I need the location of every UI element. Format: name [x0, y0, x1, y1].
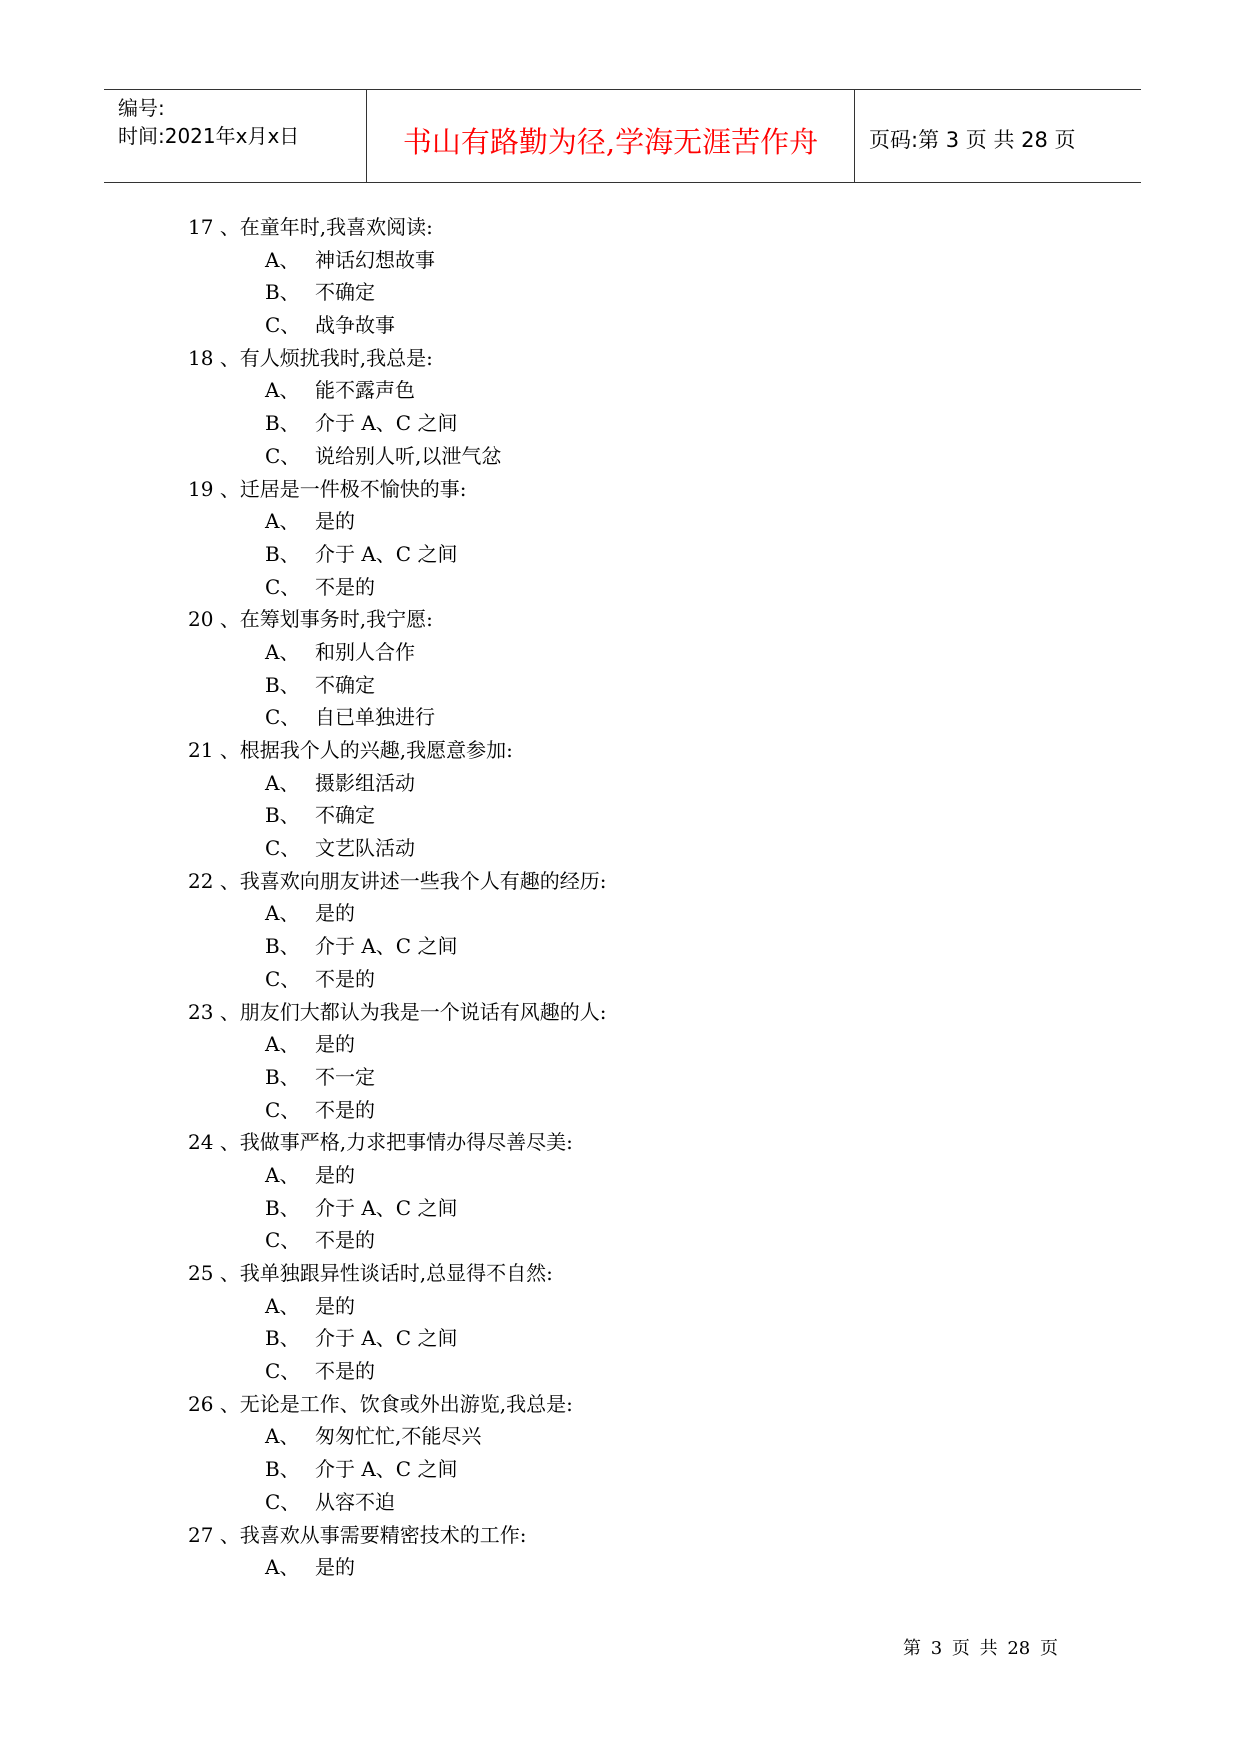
answer-option — [0, 1551, 1241, 1584]
option-label: C、 — [265, 313, 301, 338]
option-label: B、 — [265, 803, 300, 828]
header-motto: 书山有路勤为径,学海无涯苦作舟 — [402, 125, 819, 159]
answer-option — [0, 309, 1241, 342]
answer-option — [0, 407, 1241, 440]
answer-option — [0, 505, 1241, 538]
page-footer: 第 3 页 共 28 页 — [903, 1638, 1058, 1659]
answer-option — [0, 701, 1241, 734]
option-text: 从容不迫 — [315, 1489, 395, 1514]
question-number: 20 — [188, 607, 214, 632]
answer-option — [0, 276, 1241, 309]
answer-option — [0, 244, 1241, 277]
page-header — [104, 89, 1141, 183]
question-item — [0, 996, 1241, 1029]
question-text: 、我喜欢从事需要精密技术的工作: — [219, 1522, 527, 1547]
option-text: 是的 — [315, 1162, 355, 1187]
answer-option — [0, 374, 1241, 407]
question-item — [0, 603, 1241, 636]
option-label: A、 — [265, 770, 300, 795]
option-label: C、 — [265, 443, 301, 468]
answer-option — [0, 538, 1241, 571]
option-text: 不是的 — [315, 574, 375, 599]
option-label: A、 — [265, 1555, 300, 1580]
header-right-cell — [855, 90, 1141, 182]
question-number: 19 — [188, 476, 214, 501]
option-text: 是的 — [315, 901, 355, 926]
option-text: 不一定 — [315, 1064, 375, 1089]
option-text: 不是的 — [315, 1228, 375, 1253]
option-label: B、 — [265, 1457, 300, 1482]
question-item — [0, 1257, 1241, 1290]
question-number: 18 — [188, 345, 214, 370]
option-text: 自已单独进行 — [315, 705, 435, 730]
answer-option — [0, 767, 1241, 800]
option-text: 不确定 — [315, 280, 375, 305]
question-item — [0, 865, 1241, 898]
answer-option — [0, 1028, 1241, 1061]
option-text: 介于 A、C 之间 — [315, 934, 458, 959]
answer-option — [0, 832, 1241, 865]
question-text: 、有人烦扰我时,我总是: — [219, 345, 433, 370]
header-page-code: 页码:第 3 页 共 28 页 — [869, 128, 1076, 152]
option-label: C、 — [265, 1489, 301, 1514]
answer-option — [0, 1453, 1241, 1486]
question-text: 、我喜欢向朋友讲述一些我个人有趣的经历: — [219, 868, 607, 893]
question-number: 22 — [188, 868, 214, 893]
option-label: A、 — [265, 247, 300, 272]
answer-option — [0, 897, 1241, 930]
question-number: 23 — [188, 999, 214, 1024]
question-number: 24 — [188, 1130, 214, 1155]
option-text: 不是的 — [315, 1359, 375, 1384]
question-text: 、在筹划事务时,我宁愿: — [219, 607, 433, 632]
answer-option — [0, 571, 1241, 604]
question-text: 、根据我个人的兴趣,我愿意参加: — [219, 738, 513, 762]
option-label: C、 — [265, 705, 301, 730]
question-text: 、我单独跟异性谈话时,总显得不自然: — [219, 1261, 553, 1285]
option-text: 介于 A、C 之间 — [315, 541, 458, 566]
answer-option — [0, 1486, 1241, 1519]
option-label: B、 — [265, 1326, 300, 1351]
option-label: C、 — [265, 574, 301, 599]
answer-option — [0, 1322, 1241, 1355]
question-item — [0, 211, 1241, 244]
option-text: 介于 A、C 之间 — [315, 1326, 458, 1351]
option-label: A、 — [265, 1293, 300, 1318]
question-text: 、朋友们大都认为我是一个说话有风趣的人: — [219, 999, 607, 1024]
question-number: 25 — [188, 1261, 214, 1285]
option-label: A、 — [265, 509, 300, 534]
answer-option — [0, 1290, 1241, 1323]
option-text: 战争故事 — [315, 313, 395, 338]
option-text: 是的 — [315, 1555, 355, 1580]
answer-option — [0, 1420, 1241, 1453]
answer-option — [0, 440, 1241, 473]
option-text: 是的 — [315, 1032, 355, 1057]
option-label: B、 — [265, 1064, 300, 1089]
option-text: 匆匆忙忙,不能尽兴 — [315, 1424, 482, 1449]
option-text: 不确定 — [315, 803, 375, 828]
option-text: 文艺队活动 — [315, 836, 415, 861]
answer-option — [0, 963, 1241, 996]
question-text: 、迁居是一件极不愉快的事: — [219, 476, 467, 501]
question-item — [0, 1519, 1241, 1552]
option-label: A、 — [265, 1162, 300, 1187]
option-text: 介于 A、C 之间 — [315, 1195, 458, 1220]
answer-option — [0, 799, 1241, 832]
question-text: 、在童年时,我喜欢阅读: — [219, 215, 433, 239]
question-number: 26 — [188, 1391, 214, 1416]
option-label: A、 — [265, 639, 300, 664]
answer-option — [0, 1355, 1241, 1388]
answer-option — [0, 1061, 1241, 1094]
question-number: 17 — [188, 215, 214, 239]
option-label: B、 — [265, 280, 300, 305]
option-label: A、 — [265, 1032, 300, 1057]
option-text: 是的 — [315, 509, 355, 534]
option-text: 介于 A、C 之间 — [315, 411, 458, 436]
option-label: B、 — [265, 1195, 300, 1220]
option-text: 不是的 — [315, 966, 375, 991]
question-text: 、无论是工作、饮食或外出游览,我总是: — [219, 1391, 573, 1416]
question-item — [0, 473, 1241, 506]
question-item — [0, 1126, 1241, 1159]
option-label: B、 — [265, 541, 300, 566]
option-label: A、 — [265, 901, 300, 926]
answer-option — [0, 636, 1241, 669]
option-label: C、 — [265, 836, 301, 861]
option-label: C、 — [265, 1097, 301, 1122]
option-label: B、 — [265, 411, 300, 436]
option-text: 能不露声色 — [315, 378, 415, 403]
option-text: 不是的 — [315, 1097, 375, 1122]
option-text: 和别人合作 — [315, 639, 415, 664]
option-label: A、 — [265, 378, 300, 403]
answer-option — [0, 1192, 1241, 1225]
header-middle-cell — [366, 90, 855, 182]
answer-option — [0, 1094, 1241, 1127]
option-label: B、 — [265, 672, 300, 697]
option-text: 说给别人听,以泄气忿 — [315, 443, 502, 468]
answer-option — [0, 1224, 1241, 1257]
answer-option — [0, 1159, 1241, 1192]
question-number: 27 — [188, 1522, 214, 1547]
option-label: C、 — [265, 1359, 301, 1384]
question-list — [0, 211, 1241, 1584]
question-item — [0, 342, 1241, 375]
option-label: A、 — [265, 1424, 300, 1449]
header-left-cell — [104, 90, 366, 182]
document-number-label: 编号: — [118, 96, 165, 120]
option-label: B、 — [265, 934, 300, 959]
option-text: 是的 — [315, 1293, 355, 1318]
option-label: C、 — [265, 966, 301, 991]
option-text: 介于 A、C 之间 — [315, 1457, 458, 1482]
option-text: 不确定 — [315, 672, 375, 697]
question-number: 21 — [188, 738, 214, 762]
document-time-label: 时间:2021年x月x日 — [118, 124, 300, 148]
option-label: C、 — [265, 1228, 301, 1253]
answer-option — [0, 930, 1241, 963]
option-text: 摄影组活动 — [315, 770, 415, 795]
question-text: 、我做事严格,力求把事情办得尽善尽美: — [219, 1130, 573, 1155]
question-item — [0, 734, 1241, 767]
option-text: 神话幻想故事 — [315, 247, 435, 272]
question-item — [0, 1388, 1241, 1421]
answer-option — [0, 669, 1241, 702]
